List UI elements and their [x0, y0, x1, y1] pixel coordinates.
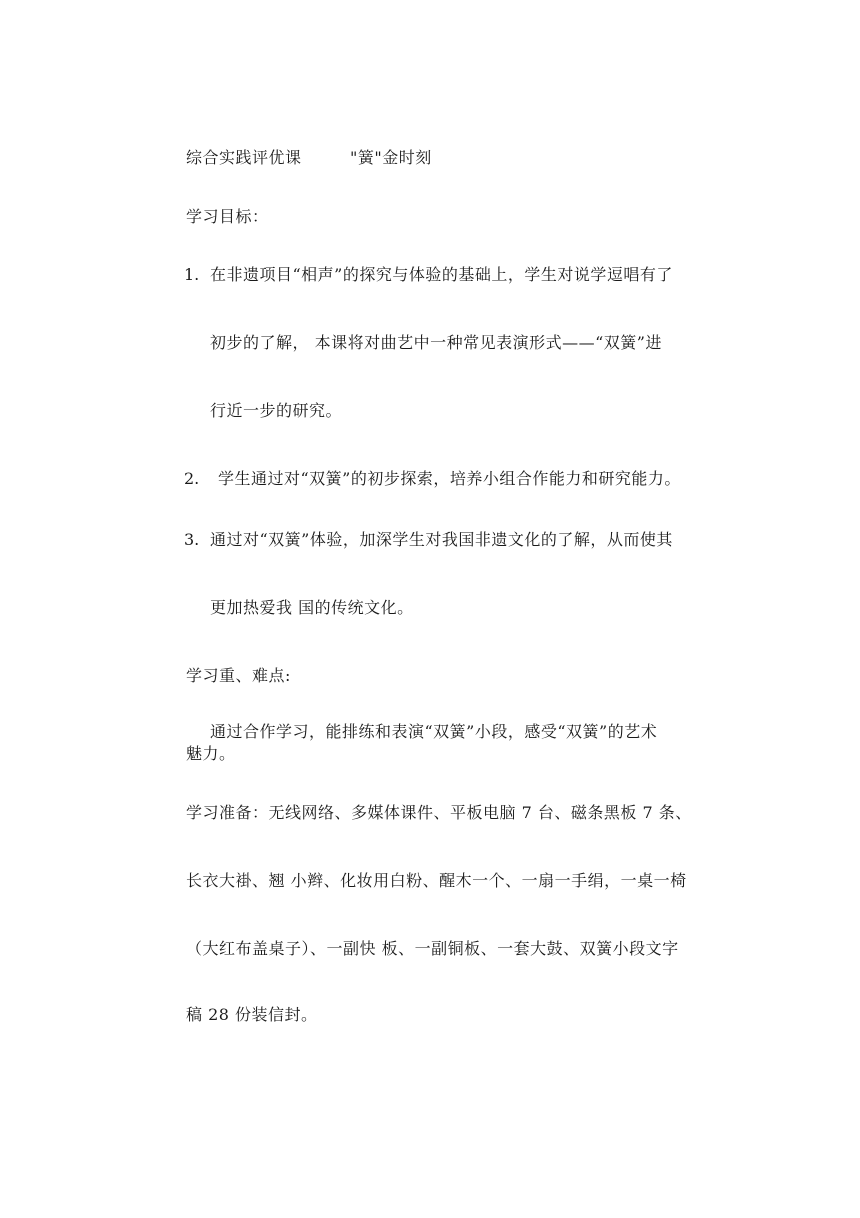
goal-2-number: 2.	[184, 469, 200, 488]
preparation-line-1: 学习准备：无线网络、多媒体课件、平板电脑 7 台、磁条黑板 7 条、	[186, 803, 692, 822]
goal-3-line-2: 更加热爱我 国的传统文化。	[210, 598, 414, 617]
key-points-line-1: 通过合作学习，能排练和表演“双簧”小段，感受“双簧”的艺术	[210, 722, 658, 741]
course-type-title: 综合实践评优课	[186, 148, 302, 167]
goal-1-number: 1.	[184, 265, 200, 284]
goal-1-line-2: 初步的了解， 本课将对曲艺中一种常见表演形式——“双簧”进	[210, 333, 662, 352]
goal-1-line-1: 在非遗项目“相声”的探究与体验的基础上，学生对说学逗唱有了	[210, 265, 673, 284]
key-points-heading: 学习重、难点:	[186, 666, 291, 685]
lesson-title: "簧"金时刻	[350, 148, 432, 167]
preparation-line-2: 长衣大褂、翘 小辫、化妆用白粉、醒木一个、一扇一手绢，一桌一椅	[186, 871, 687, 890]
goal-2-line-1: 学生通过对“双簧”的初步探索，培养小组合作能力和研究能力。	[218, 469, 681, 488]
goal-3-line-1: 通过对“双簧”体验，加深学生对我国非遗文化的了解，从而使其	[210, 530, 673, 549]
key-points-line-2: 魅力。	[186, 744, 236, 763]
goal-3-number: 3.	[184, 530, 200, 549]
preparation-line-4: 稿 28 份装信封。	[186, 1005, 318, 1024]
goal-1-line-3: 行近一步的研究。	[210, 401, 343, 420]
preparation-line-3: （大红布盖桌子）、一副快 板、一副铜板、一套大鼓、双簧小段文字	[186, 939, 679, 958]
goals-heading: 学习目标：	[186, 207, 269, 226]
